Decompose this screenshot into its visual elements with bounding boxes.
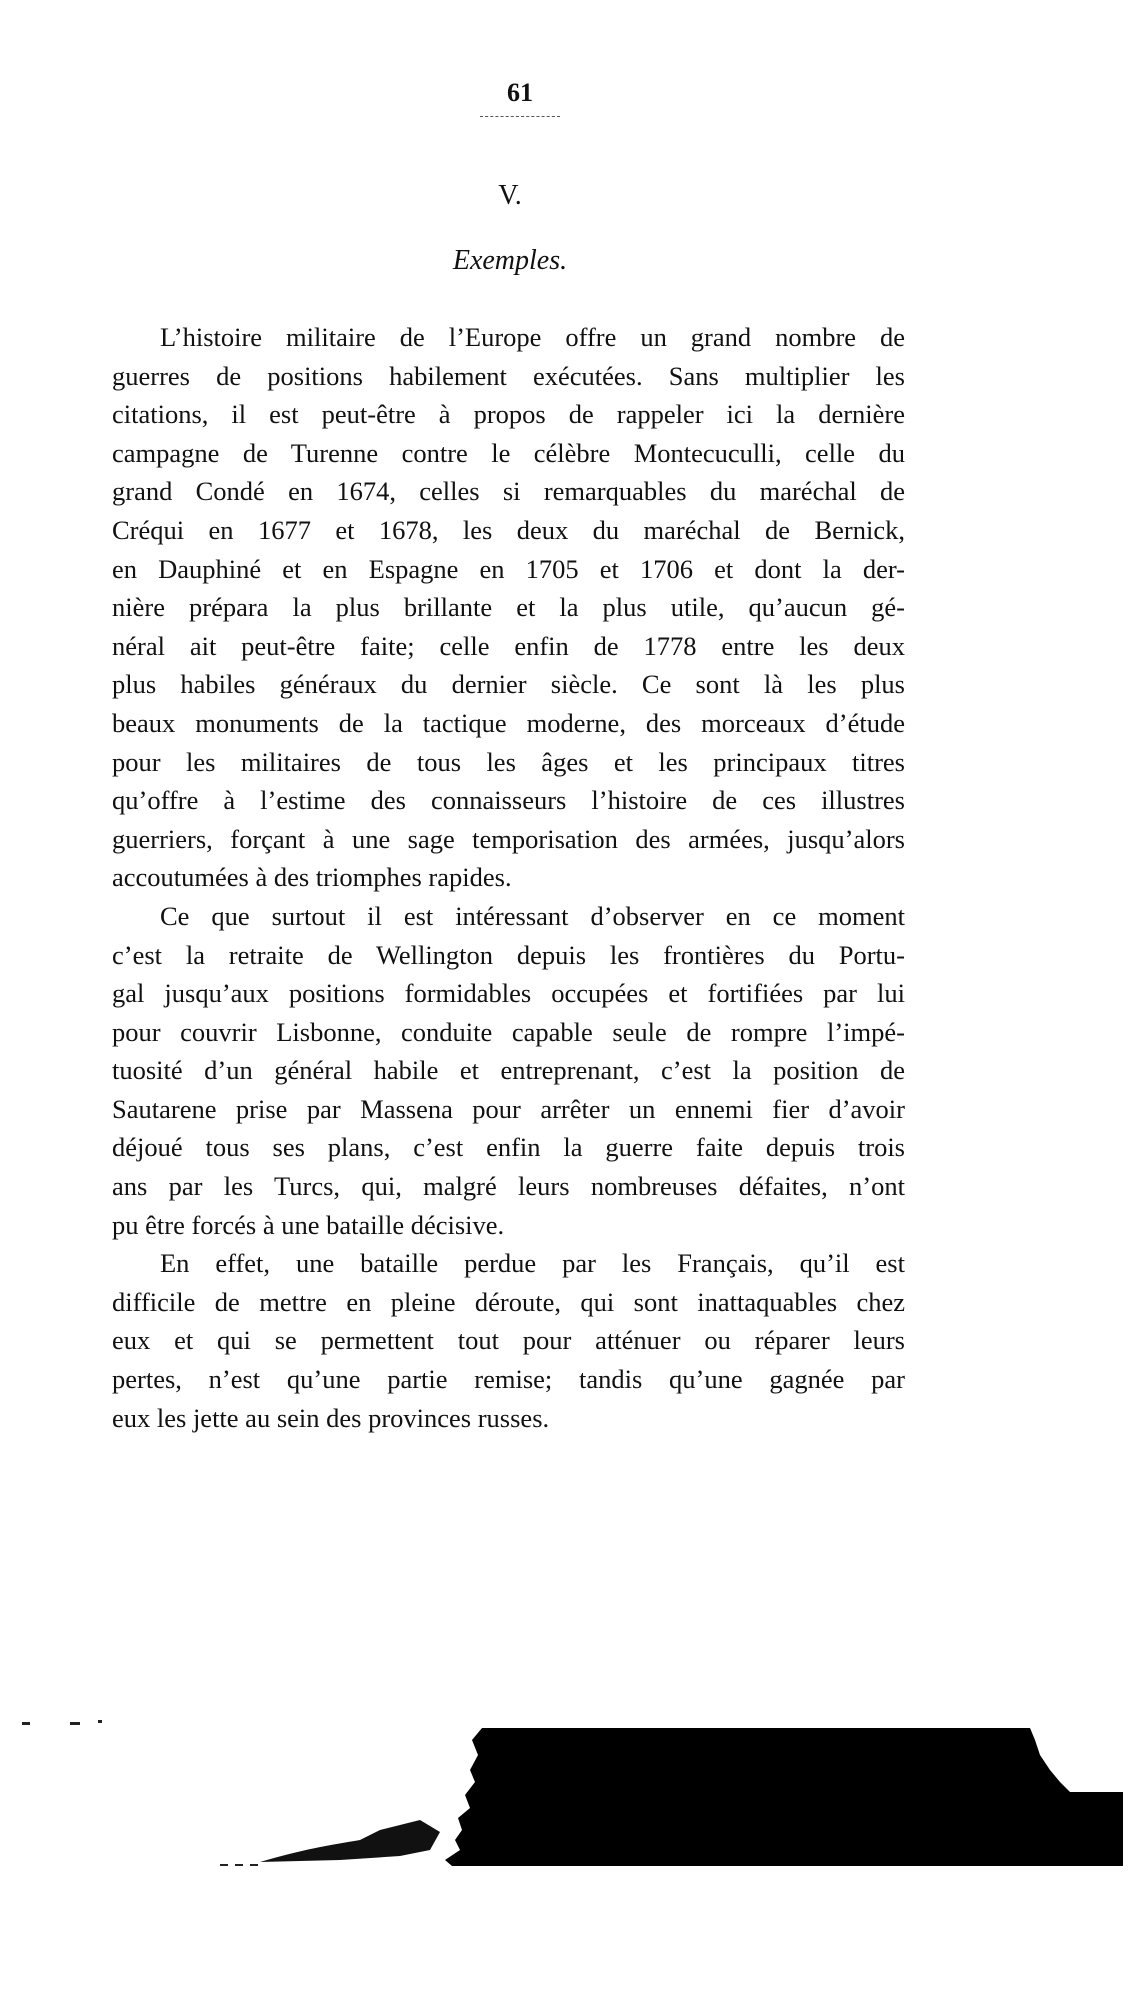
page-number: 61 [507, 78, 533, 107]
text-line: néral ait peut-être faite; celle enfin de 1778 entre les deux [112, 630, 905, 661]
text-line: qu’offre à l’estime des connaisseurs l’histoire de ces illustres [112, 785, 905, 816]
text-line: campagne de Turenne contre le célèbre Montecuculli, celle du [112, 437, 905, 468]
text-line: pour les militaires de tous les âges et les principaux titres [112, 746, 905, 777]
text-line: Créqui en 1677 et 1678, les deux du maréchal de Bernick, [112, 514, 905, 545]
text-line: gal jusqu’aux positions formidables occupées et fortifiées par lui [112, 978, 905, 1009]
text-line: déjoué tous ses plans, c’est enfin la guerre faite depuis trois [112, 1132, 905, 1163]
paragraph [112, 1244, 905, 1437]
text-line: en Dauphiné et en Espagne en 1705 et 1706 et dont la der- [112, 553, 905, 584]
scan-artifact-blot [0, 1700, 1140, 1900]
section-title: Exemples. [452, 245, 568, 276]
page-number-rule [480, 116, 560, 117]
text-line: pertes, n’est qu’une partie remise; tandis qu’une gagnée par [112, 1364, 905, 1395]
text-line: beaux monuments de la tactique moderne, des morceaux d’étude [112, 707, 905, 738]
body-text [112, 318, 905, 1437]
text-line: guerriers, forçant à une sage temporisation des armées, jusqu’alors [112, 823, 905, 854]
text-line: nière prépara la plus brillante et la plus utile, qu’aucun gé- [112, 592, 905, 623]
text-line: En effet, une bataille perdue par les Français, qu’il est [160, 1248, 905, 1279]
text-line: ans par les Turcs, qui, malgré leurs nombreuses défaites, n’ont [112, 1171, 905, 1202]
text-line: accoutumées à des triomphes rapides. [112, 862, 512, 893]
text-line: Sautarene prise par Massena pour arrêter un ennemi fier d’avoir [112, 1093, 905, 1124]
text-line: plus habiles généraux du dernier siècle. Ce sont là les plus [112, 669, 905, 700]
text-line: pour couvrir Lisbonne, conduite capable seule de rompre l’impé- [112, 1016, 905, 1047]
text-line: grand Condé en 1674, celles si remarquables du maréchal de [112, 476, 905, 507]
text-line: citations, il est peut-être à propos de rappeler ici la dernière [112, 399, 905, 430]
scan-dashes [22, 1720, 258, 1866]
text-line: guerres de positions habilement exécutées. Sans multiplier les [112, 360, 905, 391]
text-line: eux les jette au sein des provinces russes. [112, 1402, 550, 1433]
chapter-heading: V. [498, 180, 522, 211]
text-line: L’histoire militaire de l’Europe offre un grand nombre de [160, 322, 905, 352]
scan-smudge [260, 1820, 440, 1862]
text-line: Ce que surtout il est intéressant d’observer en ce moment [160, 900, 905, 931]
paragraph [112, 897, 905, 1244]
text-line: c’est la retraite de Wellington depuis les frontières du Portu- [112, 939, 905, 970]
text-line: difficile de mettre en pleine déroute, qui sont inattaquables chez [112, 1286, 905, 1317]
paragraph [112, 318, 905, 897]
text-line: eux et qui se permettent tout pour atténuer ou réparer leurs [112, 1325, 905, 1356]
black-ink-block [445, 1728, 1123, 1866]
text-line: tuosité d’un général habile et entreprenant, c’est la position de [112, 1055, 905, 1086]
text-line: pu être forcés à une bataille décisive. [112, 1209, 505, 1240]
